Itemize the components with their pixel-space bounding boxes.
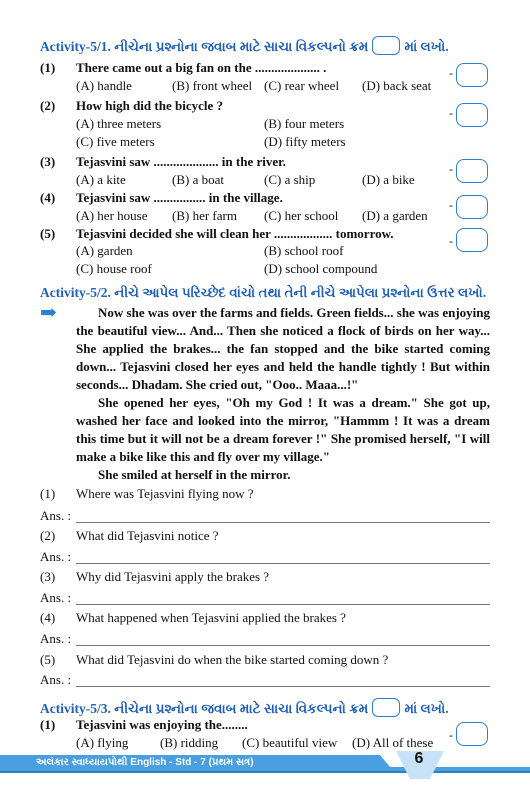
page-number: 6 [414,750,424,767]
arrow-icon: ➡ [40,302,57,324]
ans-label: Ans. : [40,631,72,646]
question-number: (3) [40,569,56,584]
option: (D) a garden [362,208,428,223]
option: (B) her farm [172,208,237,223]
answer-box[interactable] [456,195,488,219]
question-text: Tejasvini saw ................ in the village. [76,190,283,205]
dash: - [449,728,453,742]
option: (B) four meters [264,116,345,131]
answer-box[interactable] [456,722,488,746]
question-text: What happened when Tejasvini applied the brakes ? [76,610,346,625]
activity-1-title-start: Activity-5/1. નીચેના પ્રશ્નોના જવાબ માટે સાચા વિકલ્પનો ક્રમ [40,39,369,54]
answer-line[interactable] [76,604,490,605]
answer-box[interactable] [456,63,488,87]
option: (A) a kite [76,172,126,187]
option: (B) a boat [172,172,224,187]
activity-1-title [40,36,449,55]
question-text: There came out a big fan on the .................... . [76,60,327,75]
option: (D) back seat [362,78,432,93]
ans-label: Ans. : [40,549,72,564]
passage-paragraph: She opened her eyes, "Oh my God ! It was a dream." She got up, washed her face and looked into the mirror, "Hammm ! It was a dream this time but it will not be a dream forever !" She promised herself, "I will make a bike like this and fly over my village." [76,395,490,464]
ans-label: Ans. : [40,672,72,687]
question-number: (2) [40,528,56,543]
activity-3-title-end: માં લખો. [404,701,449,716]
question-text: How high did the bicycle ? [76,98,223,113]
question-text: Tejasvini decided she will clean her .................. tomorrow. [76,226,394,241]
option: (C) her school [264,208,339,223]
answer-box[interactable] [456,228,488,252]
question-number: (5) [40,226,56,241]
dash: - [449,234,453,248]
question-text: What did Tejasvini do when the bike started coming down ? [76,652,389,667]
dash: - [449,162,453,176]
answer-box[interactable] [456,159,488,183]
question-number: (5) [40,652,56,667]
passage-paragraph: She smiled at herself in the mirror. [98,467,291,482]
activity-3-title-start: Activity-5/3. નીચેના પ્રશ્નોના જવાબ માટે સાચા વિકલ્પનો ક્રમ [40,701,369,716]
passage-paragraph: Now she was over the farms and fields. Green fields... she was enjoying the beautiful view... And... Then she noticed a flock of birds on her way... She applied the brakes... the fan stopped and the bike started coming down... Tejasvini closed her eyes and held the handle tightly ! But within seconds... Dhadam. She cried out, "Ooo.. Maaa...!" [76,305,490,392]
answer-line[interactable] [76,563,490,564]
dash: - [449,106,453,120]
option: (A) three meters [76,116,162,131]
dash: - [449,198,453,212]
option: (D) fifty meters [264,134,346,149]
option: (C) beautiful view [242,735,338,750]
option: (B) front wheel [172,78,253,93]
option: (D) school compound [264,261,378,276]
dash: - [449,66,453,80]
ans-label: Ans. : [40,590,72,605]
answer-line[interactable] [76,686,490,687]
question-text: Where was Tejasvini flying now ? [76,486,254,501]
question-text: Why did Tejasvini apply the brakes ? [76,569,270,584]
question-text: Tejasvini was enjoying the........ [76,717,248,732]
question-number: (1) [40,717,56,732]
question-number: (2) [40,98,56,113]
question-text: What did Tejasvini notice ? [76,528,219,543]
option: (C) five meters [76,134,155,149]
option: (A) her house [76,208,148,223]
reading-passage [76,304,490,484]
option: (A) flying [76,735,129,750]
option: (B) ridding [160,735,219,750]
question-number: (1) [40,60,56,75]
question-number: (4) [40,610,56,625]
ans-label: Ans. : [40,508,72,523]
option: (A) handle [76,78,132,93]
activity-1-title-end: માં લખો. [404,39,449,54]
answer-box[interactable] [456,103,488,127]
option: (C) house roof [76,261,152,276]
option: (D) All of these [352,735,434,750]
option: (B) school roof [264,243,344,258]
footer-text: અલંકાર સ્વાધ્યાયપોથી English - Std - 7 (પ્રથમ સત્ર) [36,757,254,768]
footer [0,751,530,773]
option: (D) a bike [362,172,415,187]
activity-2-title: Activity-5/2. નીચે આપેલ પરિચ્છેદ વાંચો તથા તેની નીચે આપેલા પ્રશ્નોના ઉત્તર લખો. [40,285,487,300]
option: (A) garden [76,243,133,258]
question-number: (4) [40,190,56,205]
question-number: (3) [40,154,56,169]
answer-line[interactable] [76,645,490,646]
answer-box-sample [372,698,400,717]
option: (C) rear wheel [264,78,340,93]
option: (C) a ship [264,172,316,187]
question-number: (1) [40,486,56,501]
answer-box-sample [372,36,400,55]
activity-3-title [40,698,449,717]
answer-line[interactable] [76,522,490,523]
question-text: Tejasvini saw .................... in the river. [76,154,286,169]
